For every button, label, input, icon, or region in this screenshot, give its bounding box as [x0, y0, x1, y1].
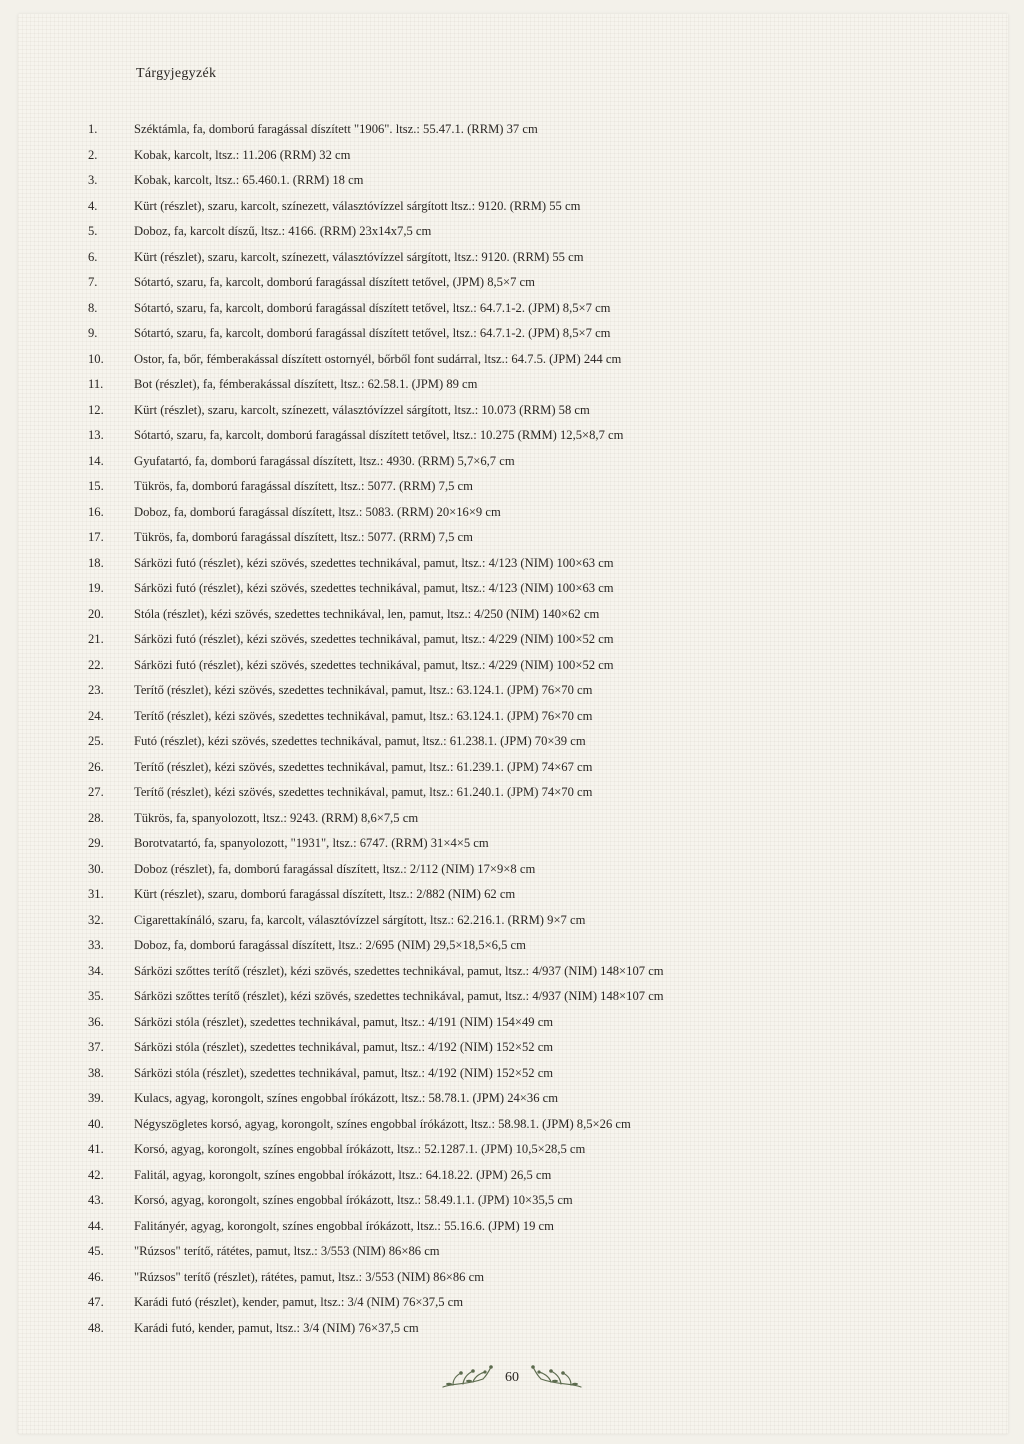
item-number: 35. — [88, 989, 104, 1003]
item-number: 42. — [88, 1167, 104, 1182]
list-item — [0, 474, 1024, 500]
list-item — [0, 1239, 1024, 1265]
item-number: 33. — [88, 938, 104, 952]
item-description: Cigarettakínáló, szaru, fa, karcolt, választóvízzel sárgított, ltsz.: 62.216.1. (RRM) 9×7 cm — [134, 912, 586, 927]
item-description: Falitányér, agyag, korongolt, színes engobbal írókázott, ltsz.: 55.16.6. (JPM) 19 cm — [134, 1218, 554, 1233]
item-description: Kobak, karcolt, ltsz.: 65.460.1. (RRM) 18 cm — [134, 173, 364, 187]
list-item — [0, 1290, 1024, 1316]
list-item — [0, 653, 1024, 679]
item-number: 32. — [88, 912, 104, 927]
item-description: Korsó, agyag, korongolt, színes engobbal írókázott, ltsz.: 58.49.1.1. (JPM) 10×35,5 cm — [134, 1193, 573, 1207]
item-number: 46. — [88, 1269, 104, 1284]
item-description: Kobak, karcolt, ltsz.: 11.206 (RRM) 32 cm — [134, 147, 351, 162]
item-description: Sótartó, szaru, fa, karcolt, domború faragással díszített tetővel, ltsz.: 64.7.1-2. (JPM) 8,5×7 cm — [134, 300, 611, 315]
item-number: 45. — [88, 1244, 104, 1258]
list-item — [0, 602, 1024, 628]
list-item — [0, 321, 1024, 347]
list-item — [0, 347, 1024, 373]
item-number: 22. — [88, 657, 104, 672]
item-description: Stóla (részlet), kézi szövés, szedettes technikával, len, pamut, ltsz.: 4/250 (NIM) 140×62 cm — [134, 606, 600, 621]
item-description: Sárközi stóla (részlet), szedettes technikával, pamut, ltsz.: 4/192 (NIM) 152×52 cm — [134, 1040, 554, 1054]
list-item — [0, 831, 1024, 857]
item-number: 8. — [88, 300, 98, 315]
item-number: 19. — [88, 581, 104, 595]
list-item — [0, 1316, 1024, 1342]
item-description: Terítő (részlet), kézi szövés, szedettes technikával, pamut, ltsz.: 63.124.1. (JPM) 76×70 cm — [134, 683, 593, 697]
item-number: 3. — [88, 173, 98, 187]
item-number: 13. — [88, 428, 104, 442]
item-description: Kürt (részlet), szaru, karcolt, színezett, választóvízzel sárgított, ltsz.: 10.073 (RRM) 58 cm — [134, 402, 590, 417]
item-number: 11. — [88, 377, 104, 391]
list-item — [0, 908, 1024, 934]
page-number: 60 — [505, 1370, 519, 1385]
item-description: Kürt (részlet), szaru, karcolt, színezett, választóvízzel sárgított ltsz.: 9120. (RRM) 55 cm — [134, 198, 581, 213]
item-description: Sárközi stóla (részlet), szedettes technikával, pamut, ltsz.: 4/192 (NIM) 152×52 cm — [134, 1065, 554, 1080]
item-number: 47. — [88, 1295, 104, 1309]
item-number: 31. — [88, 887, 104, 901]
list-item — [0, 1214, 1024, 1240]
list-item — [0, 806, 1024, 832]
item-number: 34. — [88, 963, 104, 978]
list-item — [0, 219, 1024, 245]
list-item — [0, 270, 1024, 296]
list-item — [0, 780, 1024, 806]
list-item — [0, 143, 1024, 169]
item-number: 9. — [88, 326, 98, 340]
item-number: 37. — [88, 1040, 104, 1054]
item-description: "Rúzsos" terítő, rátétes, pamut, ltsz.: 3/553 (NIM) 86×86 cm — [134, 1244, 440, 1258]
list-item — [0, 194, 1024, 220]
item-description: Sárközi futó (részlet), kézi szövés, szedettes technikával, pamut, ltsz.: 4/229 (NIM) 100×52 cm — [134, 657, 614, 672]
item-description: Bot (részlet), fa, fémberakással díszített, ltsz.: 62.58.1. (JPM) 89 cm — [134, 377, 478, 391]
list-item — [0, 1188, 1024, 1214]
list-item — [0, 959, 1024, 985]
list-item — [0, 1035, 1024, 1061]
item-description: Futó (részlet), kézi szövés, szedettes technikával, pamut, ltsz.: 61.238.1. (JPM) 70×39 cm — [134, 734, 586, 748]
item-description: Borotvatartó, fa, spanyolozott, "1931", ltsz.: 6747. (RRM) 31×4×5 cm — [134, 836, 489, 850]
item-number: 44. — [88, 1218, 104, 1233]
list-item — [0, 551, 1024, 577]
list-item — [0, 1010, 1024, 1036]
floral-ornament-right-icon — [527, 1363, 585, 1393]
list-item — [0, 1265, 1024, 1291]
item-number: 5. — [88, 224, 98, 238]
list-item — [0, 933, 1024, 959]
item-description: Doboz, fa, domború faragással díszített, ltsz.: 2/695 (NIM) 29,5×18,5×6,5 cm — [134, 938, 526, 952]
item-description: Sárközi futó (részlet), kézi szövés, szedettes technikával, pamut, ltsz.: 4/123 (NIM) 100×63 cm — [134, 555, 614, 570]
list-item — [0, 423, 1024, 449]
item-number: 6. — [88, 249, 98, 264]
list-item — [0, 755, 1024, 781]
item-number: 7. — [88, 275, 98, 289]
list-item — [0, 729, 1024, 755]
item-number: 20. — [88, 606, 104, 621]
floral-ornament-left-icon — [439, 1363, 497, 1393]
list-item — [0, 704, 1024, 730]
item-number: 26. — [88, 759, 104, 774]
item-description: Négyszögletes korsó, agyag, korongolt, színes engobbal írókázott, ltsz.: 58.98.1. (JPM) 8,5×26 cm — [134, 1116, 631, 1131]
object-list — [0, 117, 1024, 1341]
item-description: Doboz, fa, domború faragással díszített, ltsz.: 5083. (RRM) 20×16×9 cm — [134, 504, 501, 519]
item-number: 25. — [88, 734, 104, 748]
item-description: Tükrös, fa, domború faragással díszített, ltsz.: 5077. (RRM) 7,5 cm — [134, 479, 473, 493]
item-number: 2. — [88, 147, 98, 162]
item-number: 41. — [88, 1142, 104, 1156]
list-item — [0, 1137, 1024, 1163]
item-number: 48. — [88, 1320, 104, 1335]
item-number: 15. — [88, 479, 104, 493]
list-item — [0, 168, 1024, 194]
item-description: Széktámla, fa, domború faragással díszített "1906". ltsz.: 55.47.1. (RRM) 37 cm — [134, 122, 538, 136]
list-item — [0, 372, 1024, 398]
item-description: Ostor, fa, bőr, fémberakással díszített ostornyél, bőrből font sudárral, ltsz.: 64.7.5. (JPM) 244 cm — [134, 351, 622, 366]
item-number: 14. — [88, 453, 104, 468]
item-description: "Rúzsos" terítő (részlet), rátétes, pamut, ltsz.: 3/553 (NIM) 86×86 cm — [134, 1269, 484, 1284]
list-item — [0, 627, 1024, 653]
item-number: 21. — [88, 632, 104, 646]
list-item — [0, 1163, 1024, 1189]
item-description: Terítő (részlet), kézi szövés, szedettes technikával, pamut, ltsz.: 61.239.1. (JPM) 74×67 cm — [134, 759, 593, 774]
page-footer — [0, 1360, 1024, 1396]
item-number: 4. — [88, 198, 98, 213]
page-title: Tárgyjegyzék — [136, 66, 217, 81]
list-item — [0, 525, 1024, 551]
item-description: Korsó, agyag, korongolt, színes engobbal írókázott, ltsz.: 52.1287.1. (JPM) 10,5×28,5 cm — [134, 1142, 586, 1156]
list-item — [0, 984, 1024, 1010]
item-description: Sárközi futó (részlet), kézi szövés, szedettes technikával, pamut, ltsz.: 4/229 (NIM) 100×52 cm — [134, 632, 614, 646]
item-number: 39. — [88, 1091, 104, 1105]
item-number: 12. — [88, 402, 104, 417]
item-description: Sárközi szőttes terítő (részlet), kézi szövés, szedettes technikával, pamut, ltsz.: 4/937 (NIM) 148×107 cm — [134, 963, 664, 978]
item-number: 17. — [88, 530, 104, 544]
item-description: Tükrös, fa, domború faragással díszített, ltsz.: 5077. (RRM) 7,5 cm — [134, 530, 473, 544]
list-item — [0, 1086, 1024, 1112]
list-item — [0, 857, 1024, 883]
item-description: Sárközi futó (részlet), kézi szövés, szedettes technikával, pamut, ltsz.: 4/123 (NIM) 100×63 cm — [134, 581, 614, 595]
item-number: 40. — [88, 1116, 104, 1131]
list-item — [0, 398, 1024, 424]
list-item — [0, 117, 1024, 143]
list-item — [0, 678, 1024, 704]
item-number: 43. — [88, 1193, 104, 1207]
item-description: Sótartó, szaru, fa, karcolt, domború faragással díszített tetővel, (JPM) 8,5×7 cm — [134, 275, 535, 289]
item-description: Kürt (részlet), szaru, domború faragással díszített, ltsz.: 2/882 (NIM) 62 cm — [134, 887, 516, 901]
item-description: Tükrös, fa, spanyolozott, ltsz.: 9243. (RRM) 8,6×7,5 cm — [134, 810, 419, 825]
list-item — [0, 296, 1024, 322]
item-description: Gyufatartó, fa, domború faragással díszített, ltsz.: 4930. (RRM) 5,7×6,7 cm — [134, 453, 515, 468]
item-number: 1. — [88, 122, 98, 136]
item-description: Doboz, fa, karcolt díszű, ltsz.: 4166. (RRM) 23x14x7,5 cm — [134, 224, 432, 238]
item-description: Kulacs, agyag, korongolt, színes engobbal írókázott, ltsz.: 58.78.1. (JPM) 24×36 cm — [134, 1091, 559, 1105]
list-item — [0, 449, 1024, 475]
item-number: 10. — [88, 351, 104, 366]
list-item — [0, 1112, 1024, 1138]
item-number: 23. — [88, 683, 104, 697]
item-number: 38. — [88, 1065, 104, 1080]
item-description: Kürt (részlet), szaru, karcolt, színezett, választóvízzel sárgított, ltsz.: 9120. (RRM) 55 cm — [134, 249, 584, 264]
list-item — [0, 500, 1024, 526]
list-item — [0, 882, 1024, 908]
item-description: Karádi futó (részlet), kender, pamut, ltsz.: 3/4 (NIM) 76×37,5 cm — [134, 1295, 464, 1309]
item-description: Sótartó, szaru, fa, karcolt, domború faragással díszített tetővel, ltsz.: 64.7.1-2. (JPM) 8,5×7 cm — [134, 326, 611, 340]
item-number: 18. — [88, 555, 104, 570]
item-description: Sótartó, szaru, fa, karcolt, domború faragással díszített tetővel, ltsz.: 10.275 (RMM) 12,5×8,7 cm — [134, 428, 624, 442]
item-number: 30. — [88, 861, 104, 876]
list-item — [0, 576, 1024, 602]
item-number: 29. — [88, 836, 104, 850]
item-description: Sárközi stóla (részlet), szedettes technikával, pamut, ltsz.: 4/191 (NIM) 154×49 cm — [134, 1014, 554, 1029]
item-number: 24. — [88, 708, 104, 723]
item-description: Terítő (részlet), kézi szövés, szedettes technikával, pamut, ltsz.: 61.240.1. (JPM) 74×70 cm — [134, 785, 593, 799]
item-description: Terítő (részlet), kézi szövés, szedettes technikával, pamut, ltsz.: 63.124.1. (JPM) 76×70 cm — [134, 708, 593, 723]
item-number: 16. — [88, 504, 104, 519]
item-description: Doboz (részlet), fa, domború faragással díszített, ltsz.: 2/112 (NIM) 17×9×8 cm — [134, 861, 536, 876]
item-description: Falitál, agyag, korongolt, színes engobbal írókázott, ltsz.: 64.18.22. (JPM) 26,5 cm — [134, 1167, 552, 1182]
list-item — [0, 245, 1024, 271]
item-description: Sárközi szőttes terítő (részlet), kézi szövés, szedettes technikával, pamut, ltsz.: 4/937 (NIM) 148×107 cm — [134, 989, 664, 1003]
item-number: 27. — [88, 785, 104, 799]
item-description: Karádi futó, kender, pamut, ltsz.: 3/4 (NIM) 76×37,5 cm — [134, 1320, 419, 1335]
item-number: 28. — [88, 810, 104, 825]
item-number: 36. — [88, 1014, 104, 1029]
list-item — [0, 1061, 1024, 1087]
